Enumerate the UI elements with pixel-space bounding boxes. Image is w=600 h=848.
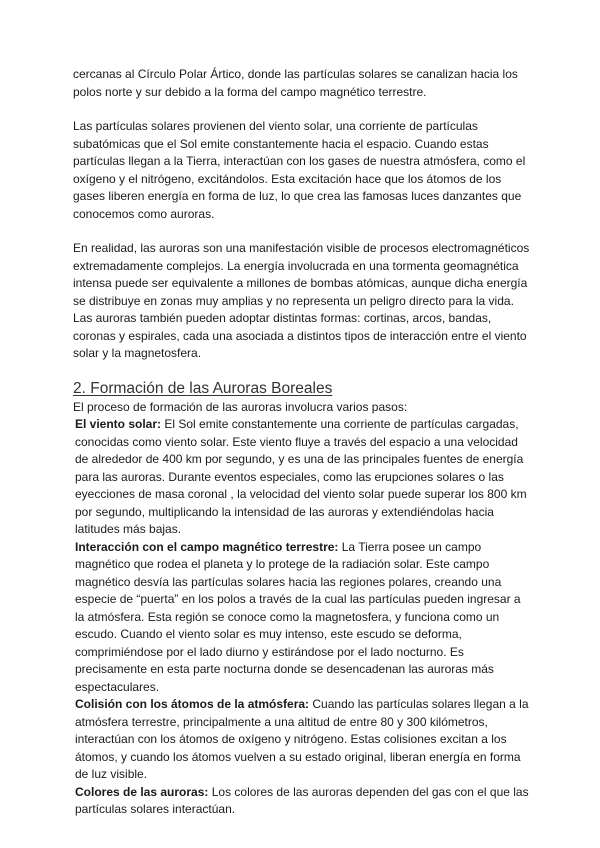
- document-page: [73, 66, 533, 819]
- step-colores-auroras: [73, 784, 533, 819]
- step-body: El Sol emite constantemente una corriente de partículas cargadas, conocidas como viento solar. Este viento fluye a través del espacio a una velocidad de alrededor de 400 km por segundo, y es una de las principales fuentes de energía para las auroras. Durante eventos especiales, como las erupciones solares o las eyecciones de masa coronal , la velocidad del viento solar puede superar los 800 km por segundo, multiplicando la intensidad de las auroras y extendiéndolas hacia latitudes más bajas.: [75, 417, 527, 536]
- step-campo-magnetico: [73, 539, 533, 697]
- section-lead: El proceso de formación de las auroras involucra varios pasos:: [73, 399, 408, 414]
- paragraph-gap: [73, 101, 533, 118]
- step-title: Colisión con los átomos de la atmósfera:: [75, 697, 310, 711]
- step-body: Cuando las partículas solares llegan a la atmósfera terrestre, principalmente a una altitud de entre 80 y 300 kilómetros, interactúan con los átomos de oxígeno y nitrógeno. Estas colisiones excitan a los átomos, y cuando los átomos vuelven a su estado original, liberan energía en forma de luz visible.: [75, 697, 529, 781]
- step-title: El viento solar:: [75, 417, 162, 431]
- step-body: Los colores de las auroras dependen del gas con el que las partículas solares interactúan.: [75, 784, 529, 816]
- step-colision-atomos: [73, 696, 533, 784]
- intro-paragraph-2: Las partículas solares provienen del viento solar, una corriente de partículas subatómicas que el Sol emite constantemente hacia el espacio. Cuando estas partículas llegan a la Tierra, interactúan con los gases de nuestra atmósfera, como el oxígeno y el nitrógeno, excitándolos. Esta excitación hace que los átomos de los gases liberen energía en forma de luz, lo que crea las famosas luces danzantes que conocemos como auroras.: [73, 119, 526, 221]
- intro-paragraph-1: cercanas al Círculo Polar Ártico, donde las partículas solares se canalizan hacia los polos norte y sur debido a la forma del campo magnético terrestre.: [73, 67, 518, 99]
- step-body: La Tierra posee un campo magnético que rodea el planeta y lo protege de la radiación solar. Este campo magnético desvía las partículas solares hacia las regiones polares, creando una especie de “puerta” en los polos a través de la cual las partículas pueden ingresar a la atmósfera. Esta región se conoce como la magnetosfera, y funciona como un escudo. Cuando el viento solar es muy intenso, este escudo se deforma, comprimiéndose por el lado diurno y estirándose por el lado nocturno. Es precisamente en esta parte nocturna donde se desencadenan las auroras más espectaculares.: [75, 539, 521, 694]
- step-title: Colores de las auroras:: [75, 784, 209, 799]
- step-viento-solar: [73, 416, 533, 539]
- paragraph-gap: [73, 363, 533, 379]
- section-heading: 2. Formación de las Auroras Boreales: [73, 379, 333, 397]
- intro-paragraph-3: En realidad, las auroras son una manifestación visible de procesos electromagnéticos extremadamente complejos. La energía involucrada en una tormenta geomagnética intensa puede ser equivalente a millones de bombas atómicas, aunque dicha energía se distribuye en zonas muy amplias y no representa un peligro directo para la vida. Las auroras también pueden adoptar distintas formas: cortinas, arcos, bandas, coronas y espirales, cada una asociada a distintos tipos de interacción entre el viento solar y la magnetosfera.: [73, 241, 530, 360]
- step-title: Interacción con el campo magnético terrestre:: [75, 539, 339, 554]
- paragraph-gap: [73, 223, 533, 240]
